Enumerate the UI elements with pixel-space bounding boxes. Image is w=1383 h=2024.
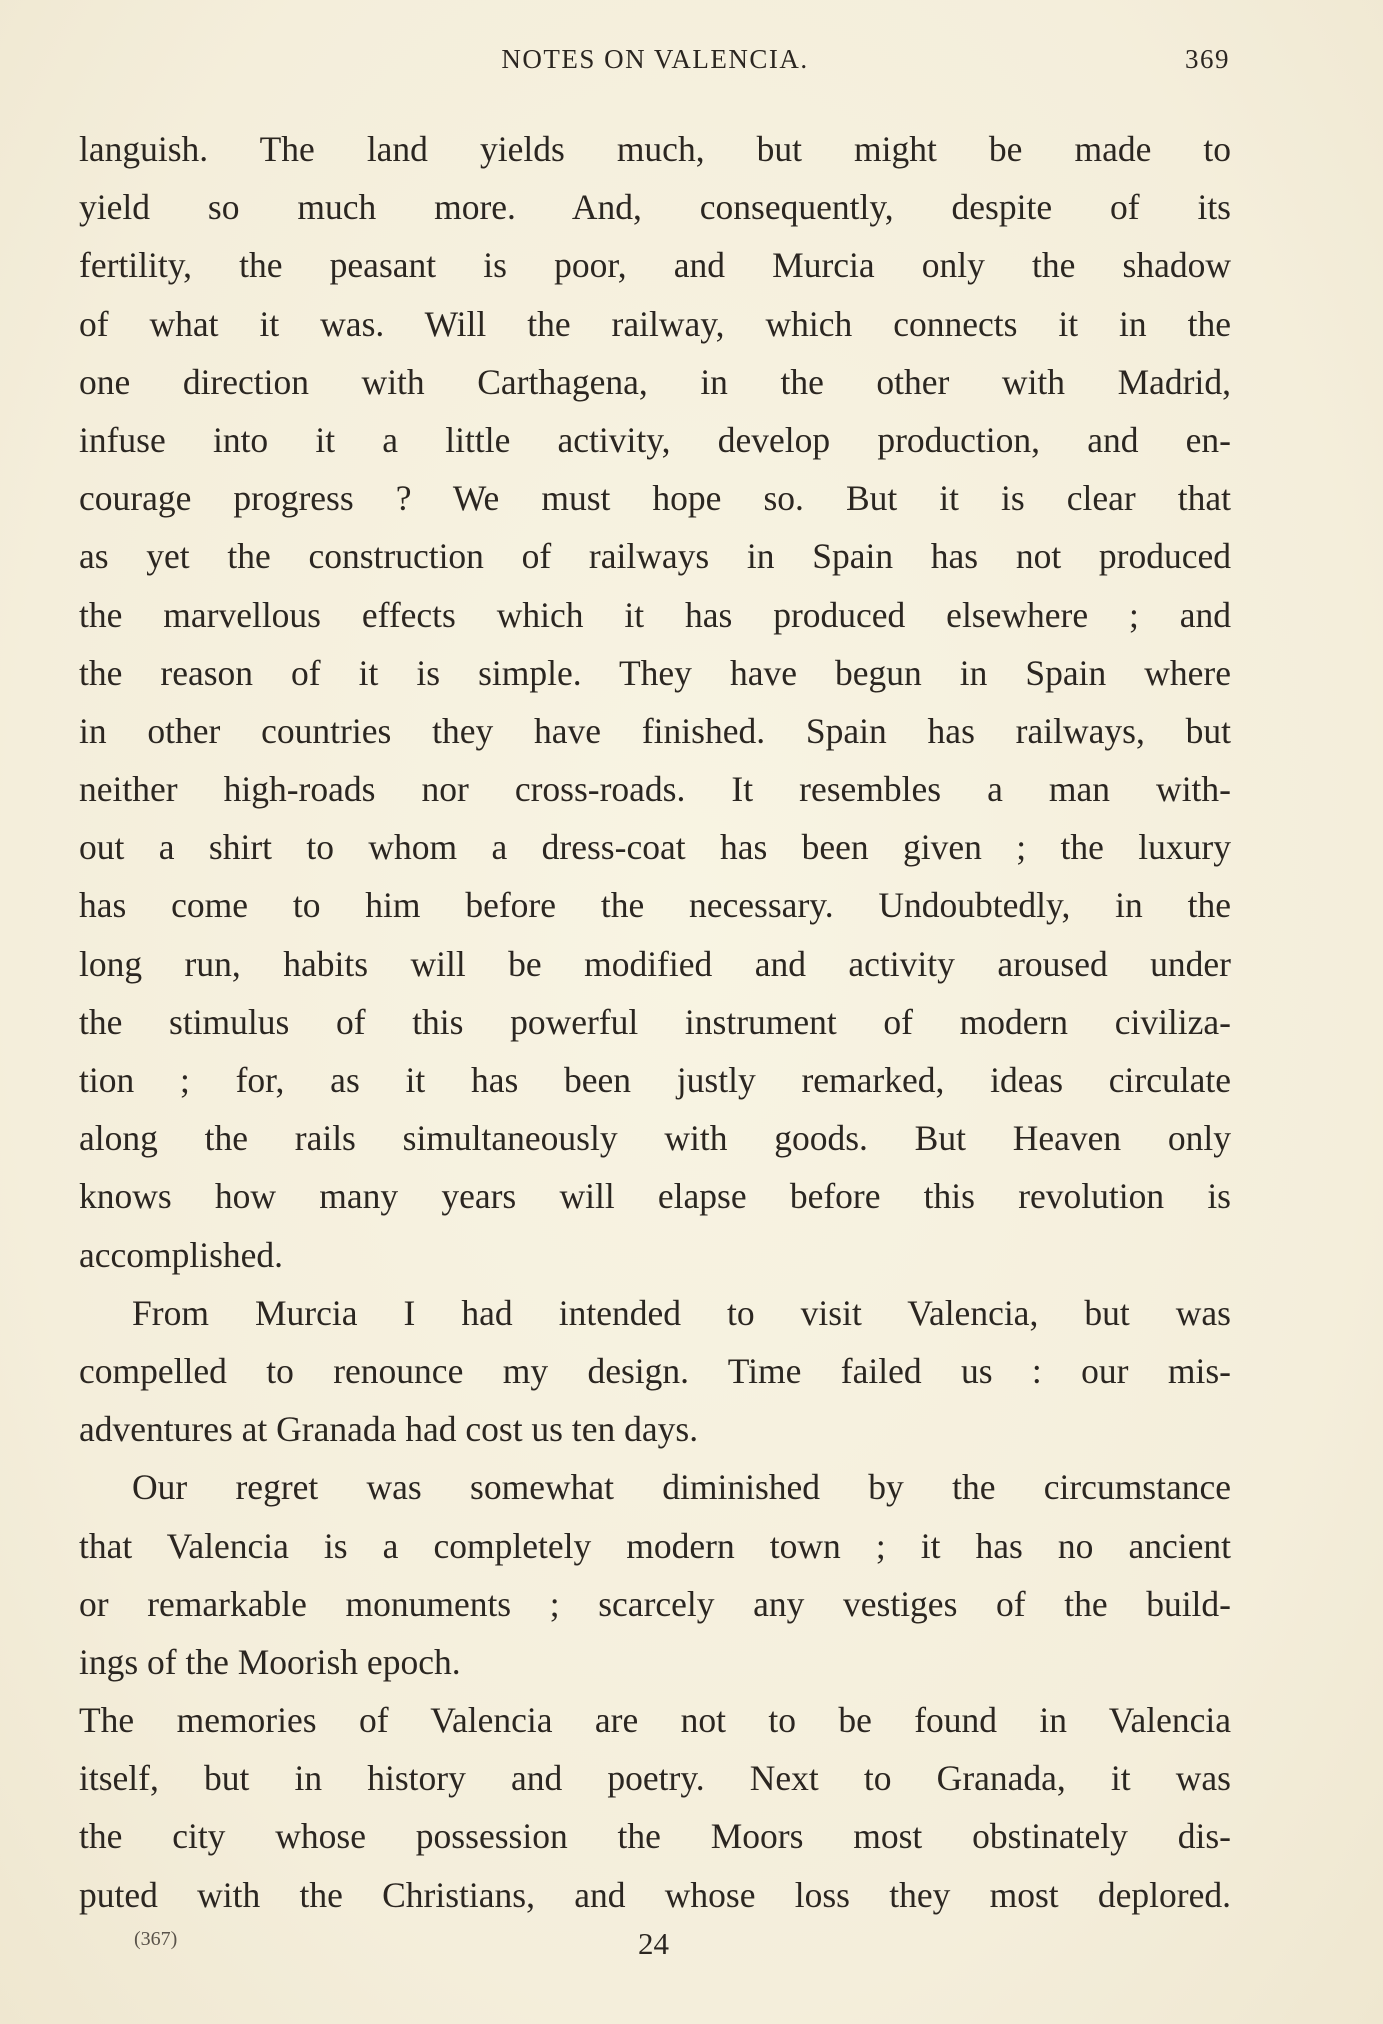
text-line: accomplished. <box>79 1234 284 1275</box>
text-line: Our regret was somewhat diminished by the circumstance <box>132 1467 1231 1508</box>
text-line: tion ; for, as it has been justly remarked, ideas circulate <box>79 1060 1231 1100</box>
text-line: From Murcia I had intended to visit Valencia, but was <box>132 1292 1231 1333</box>
text-line: has come to him before the necessary. Undoubtedly, in the <box>79 885 1231 926</box>
text-line: as yet the construction of railways in Spain has not produced <box>79 536 1231 577</box>
text-line: adventures at Granada had cost us ten days. <box>79 1409 699 1450</box>
text-line: the city whose possession the Moors most obstinately dis- <box>79 1816 1231 1857</box>
text-line: the reason of it is simple. They have begun in Spain where <box>79 652 1231 693</box>
text-line: yield so much more. And, consequently, despite of its <box>79 187 1231 228</box>
text-line: languish. The land yields much, but might be made to <box>79 129 1231 169</box>
text-line: itself, but in history and poetry. Next to Granada, it was <box>79 1758 1231 1799</box>
text-line: or remarkable monuments ; scarcely any vestiges of the build- <box>79 1583 1231 1624</box>
page-footer <box>0 1928 1383 1968</box>
text-line: The memories of Valencia are not to be found in Valencia <box>79 1700 1231 1741</box>
print-mark: (367) <box>134 1928 178 1950</box>
text-line: the marvellous effects which it has produced elsewhere ; and <box>79 594 1231 635</box>
text-line: one direction with Carthagena, in the other with Madrid, <box>79 361 1231 402</box>
text-line: ings of the Moorish epoch. <box>79 1641 461 1682</box>
text-line: in other countries they have finished. Spain has railways, but <box>79 710 1231 751</box>
text-line: along the rails simultaneously with goods. But Heaven only <box>79 1118 1231 1159</box>
text-line: puted with the Christians, and whose loss they most deplored. <box>79 1874 1231 1915</box>
text-line: compelled to renounce my design. Time failed us : our mis- <box>79 1350 1231 1391</box>
text-line: knows how many years will elapse before this revolution is <box>79 1176 1231 1217</box>
text-line: that Valencia is a completely modern town ; it has no ancient <box>79 1525 1231 1566</box>
text-line: courage progress ? We must hope so. But it is clear that <box>79 478 1231 519</box>
signature-mark: 24 <box>638 1926 669 1961</box>
text-line: the stimulus of this powerful instrument of modern civiliza- <box>79 1001 1231 1042</box>
text-line: neither high-roads nor cross-roads. It resembles a man with- <box>79 769 1231 810</box>
running-head <box>80 44 1230 84</box>
running-title: NOTES ON VALENCIA. <box>501 44 809 74</box>
text-line: out a shirt to whom a dress-coat has been given ; the luxury <box>79 827 1231 868</box>
text-line: long run, habits will be modified and activity aroused under <box>79 943 1231 984</box>
text-line: of what it was. Will the railway, which connects it in the <box>79 303 1231 344</box>
page-number: 369 <box>1185 44 1230 74</box>
text-line: infuse into it a little activity, develop production, and en- <box>79 419 1231 460</box>
body-text <box>79 120 1231 1924</box>
text-line: fertility, the peasant is poor, and Murcia only the shadow <box>79 245 1231 286</box>
